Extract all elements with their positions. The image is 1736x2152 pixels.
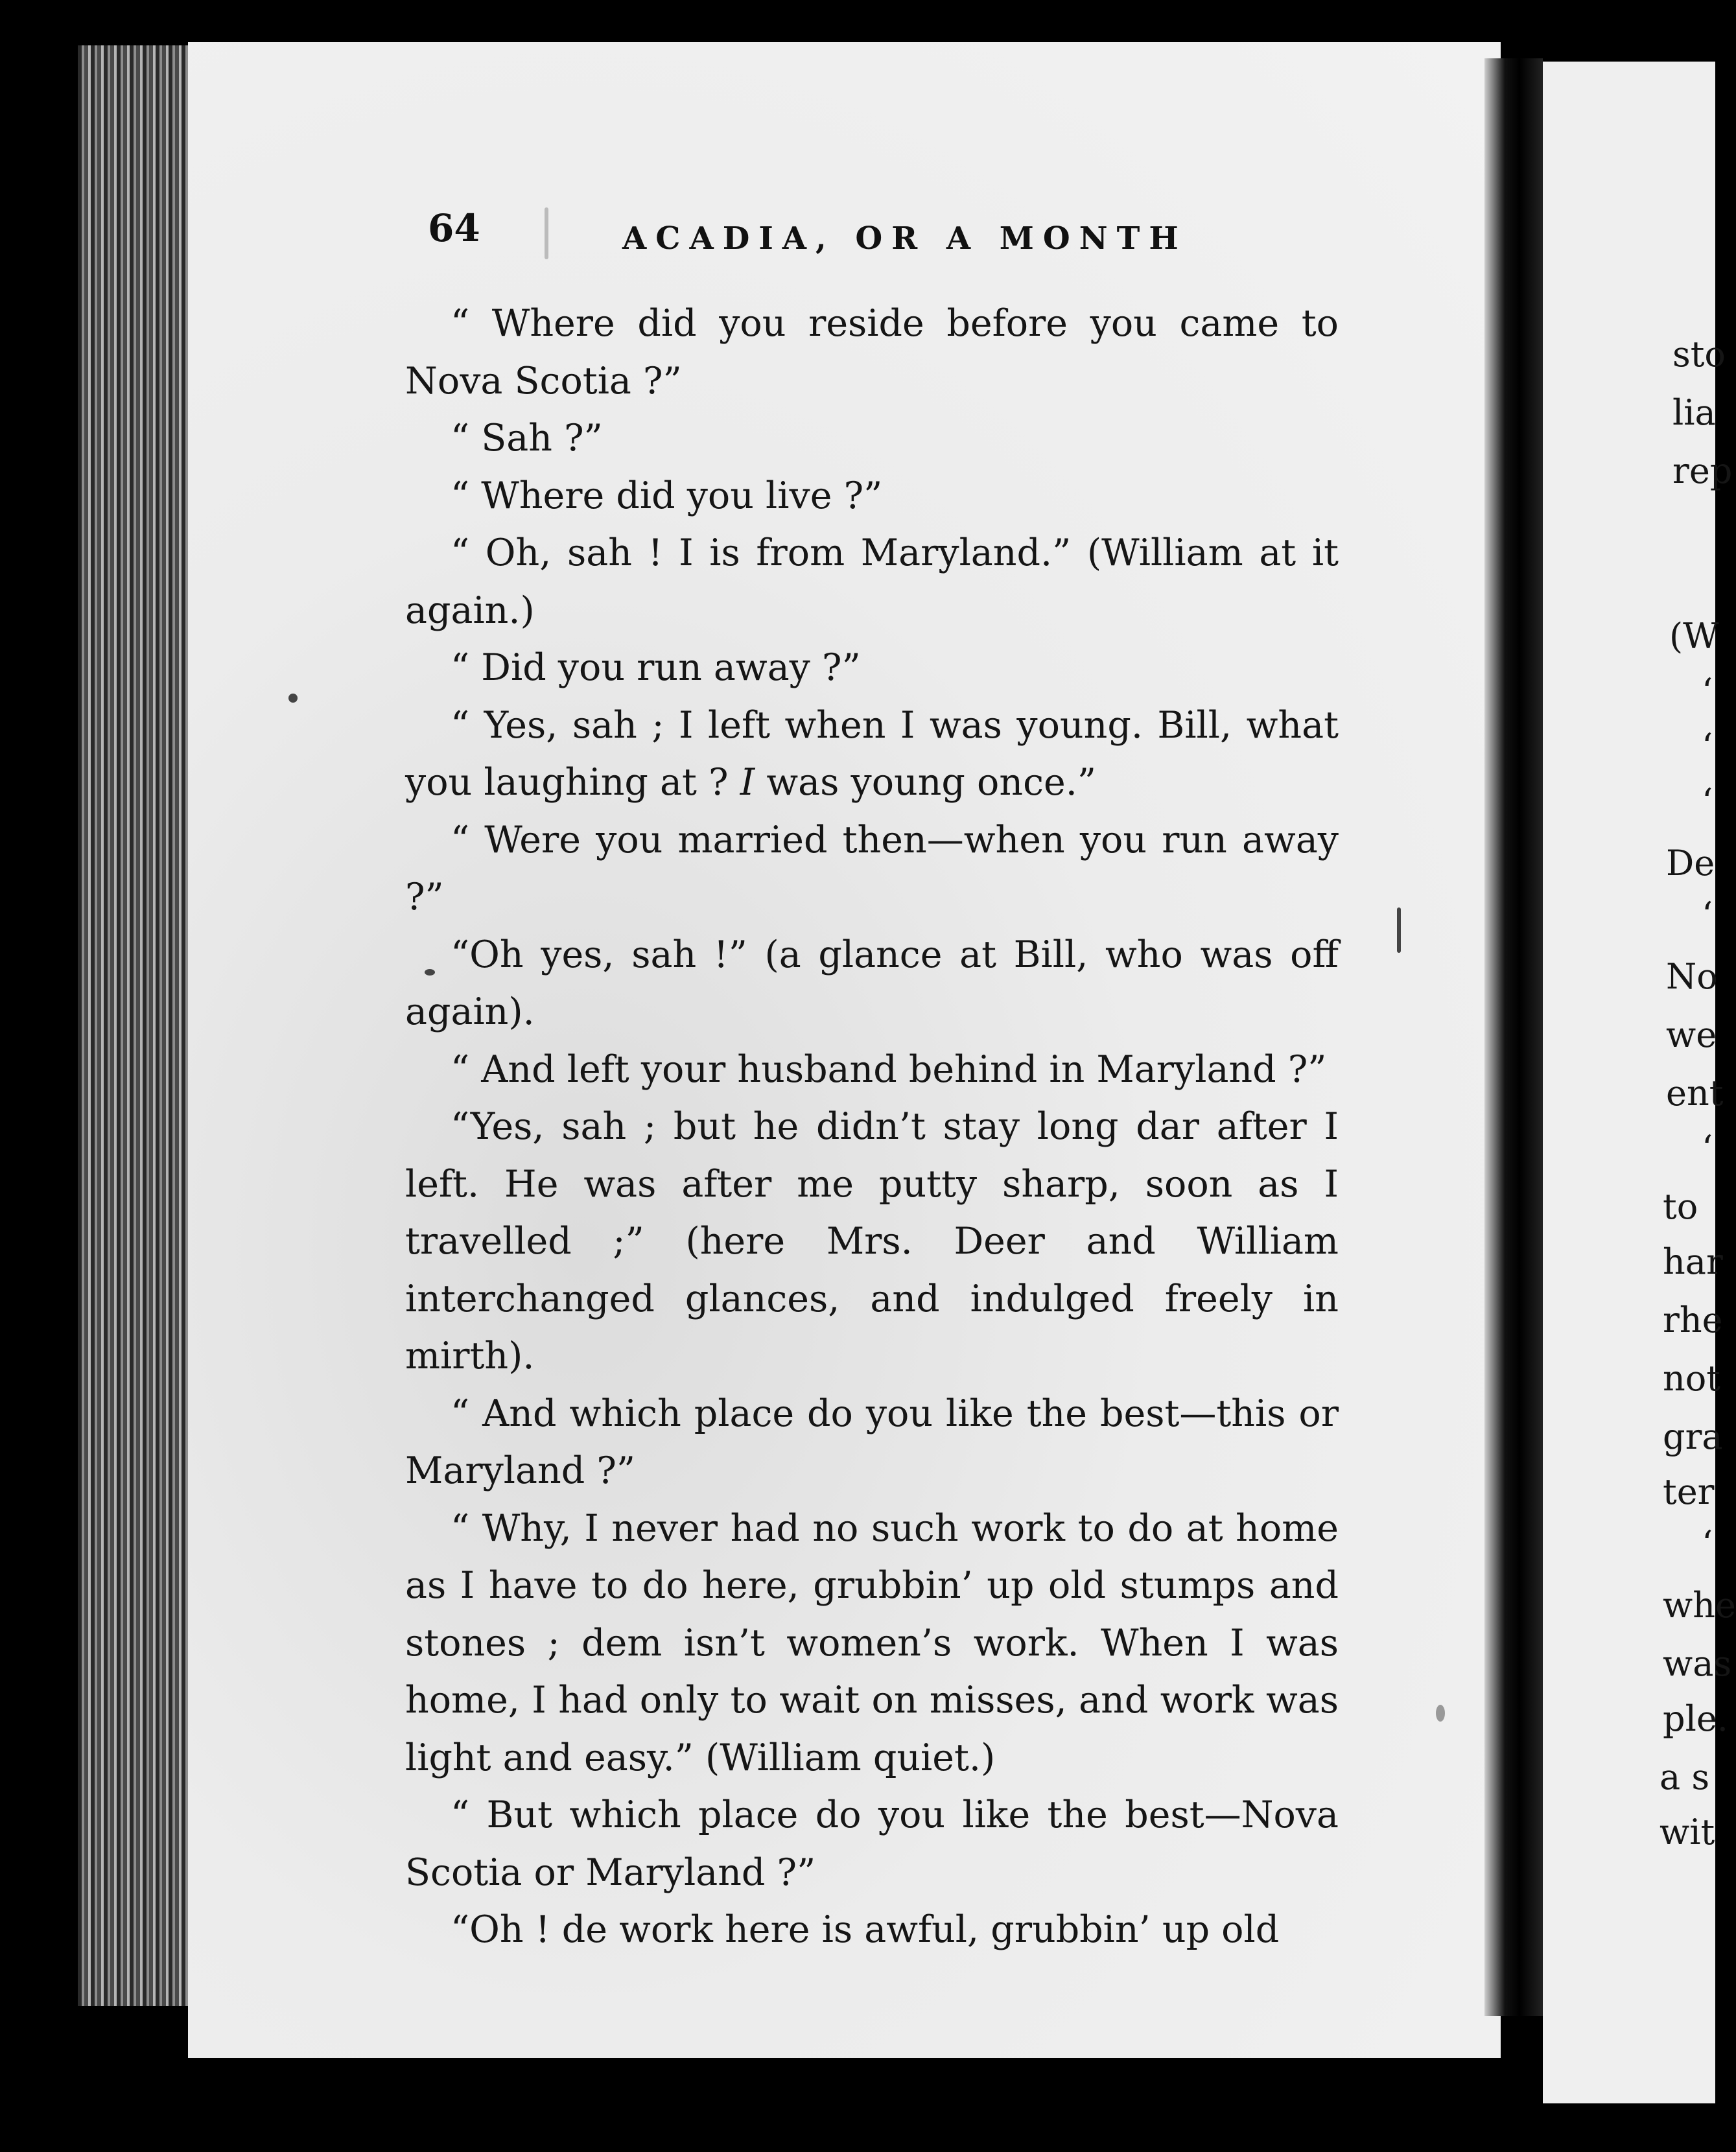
paragraph: “Oh yes, sah !” (a glance at Bill, who was off again). — [405, 933, 1339, 1033]
italic-word: I — [740, 761, 755, 804]
paragraph: “ But which place do you like the best—Nova Scotia or Maryland ?” — [405, 1794, 1339, 1894]
paragraph: “ Where did you reside before you came to Nova Scotia ?” — [405, 302, 1339, 403]
paragraph — [405, 697, 1339, 812]
paragraph: “ Where did you live ?” — [451, 474, 883, 517]
right-page-fragment: to — [1663, 1186, 1698, 1227]
right-page-fragment: ‘ — [1702, 895, 1713, 935]
paragraph: “ Were you married then—when you run away ?” — [405, 818, 1339, 918]
paragraph: “ Why, I never had no such work to do at home as I have to do here, grubbin’ up old stumps and stones ; dem isn’t women’s work. When I was home, I had only to wait on misses, and work was light and easy.” (William quiet.) — [405, 1506, 1339, 1779]
paragraph: “ Sah ?” — [451, 417, 603, 460]
right-page-fragment: De — [1666, 843, 1715, 883]
right-page-fragment: a s — [1660, 1757, 1710, 1797]
right-page-fragment: ‘ — [1702, 1523, 1713, 1564]
scan-speck — [1436, 1705, 1445, 1722]
right-page-fragment: gra — [1663, 1416, 1723, 1457]
right-page-fragment: whe — [1663, 1585, 1736, 1626]
body-text — [405, 295, 1339, 1959]
right-page-fragment: ‘ — [1702, 1128, 1713, 1169]
right-page-fragment: wit — [1660, 1812, 1715, 1853]
right-page-fragment: ‘ — [1702, 726, 1713, 767]
right-page-fragment: ent — [1666, 1073, 1724, 1114]
scan-mark — [1397, 907, 1401, 953]
right-page-fragment: ter — [1663, 1471, 1715, 1512]
right-page-fragment: ‘ — [1702, 781, 1713, 822]
page-number: 64 — [428, 206, 480, 250]
paragraph: “ And left your husband behind in Maryland ?” — [451, 1047, 1327, 1091]
scan-speck — [425, 969, 435, 976]
page-edges — [78, 45, 188, 2006]
right-page-fragment: ‘ — [1702, 671, 1713, 712]
running-head: ACADIA, OR A MONTH — [622, 220, 1188, 257]
right-page-fragment: sto — [1672, 334, 1726, 375]
right-page-fragment: rhe — [1663, 1300, 1723, 1340]
book-gutter — [1484, 58, 1543, 2016]
right-page-fragment: lia — [1672, 392, 1716, 433]
right-page-fragment: was — [1663, 1643, 1732, 1684]
right-page-fragment: we — [1666, 1014, 1717, 1055]
paragraph: “ And which place do you like the best—this or Maryland ?” — [405, 1392, 1339, 1492]
paragraph: “ Did you run away ?” — [451, 646, 861, 689]
right-page-fragment: rep — [1672, 450, 1733, 491]
scan-mark — [545, 207, 548, 259]
right-page-fragment: not — [1663, 1358, 1720, 1399]
right-page-fragment: No — [1666, 956, 1718, 997]
paragraph: “Oh ! de work here is awful, grubbin’ up old — [451, 1908, 1280, 1951]
paragraph-text: was young once.” — [755, 761, 1096, 804]
right-page-fragment: (W — [1669, 616, 1719, 657]
paragraph: “ Oh, sah ! I is from Maryland.” (William at it again.) — [405, 532, 1339, 632]
scan-speck — [288, 694, 298, 703]
paragraph: “Yes, sah ; but he didn’t stay long dar after I left. He was after me putty sharp, soon as I travelled ;” (here Mrs. Deer and William interchanged glances, and indulged freely in mirth). — [405, 1105, 1339, 1377]
right-page-fragment: ple. — [1663, 1698, 1728, 1739]
right-page-fragment: har — [1663, 1241, 1723, 1282]
paragraph-text: “ Yes, sah ; I left when I was young. Bill, what you laughing at ? — [405, 703, 1339, 804]
